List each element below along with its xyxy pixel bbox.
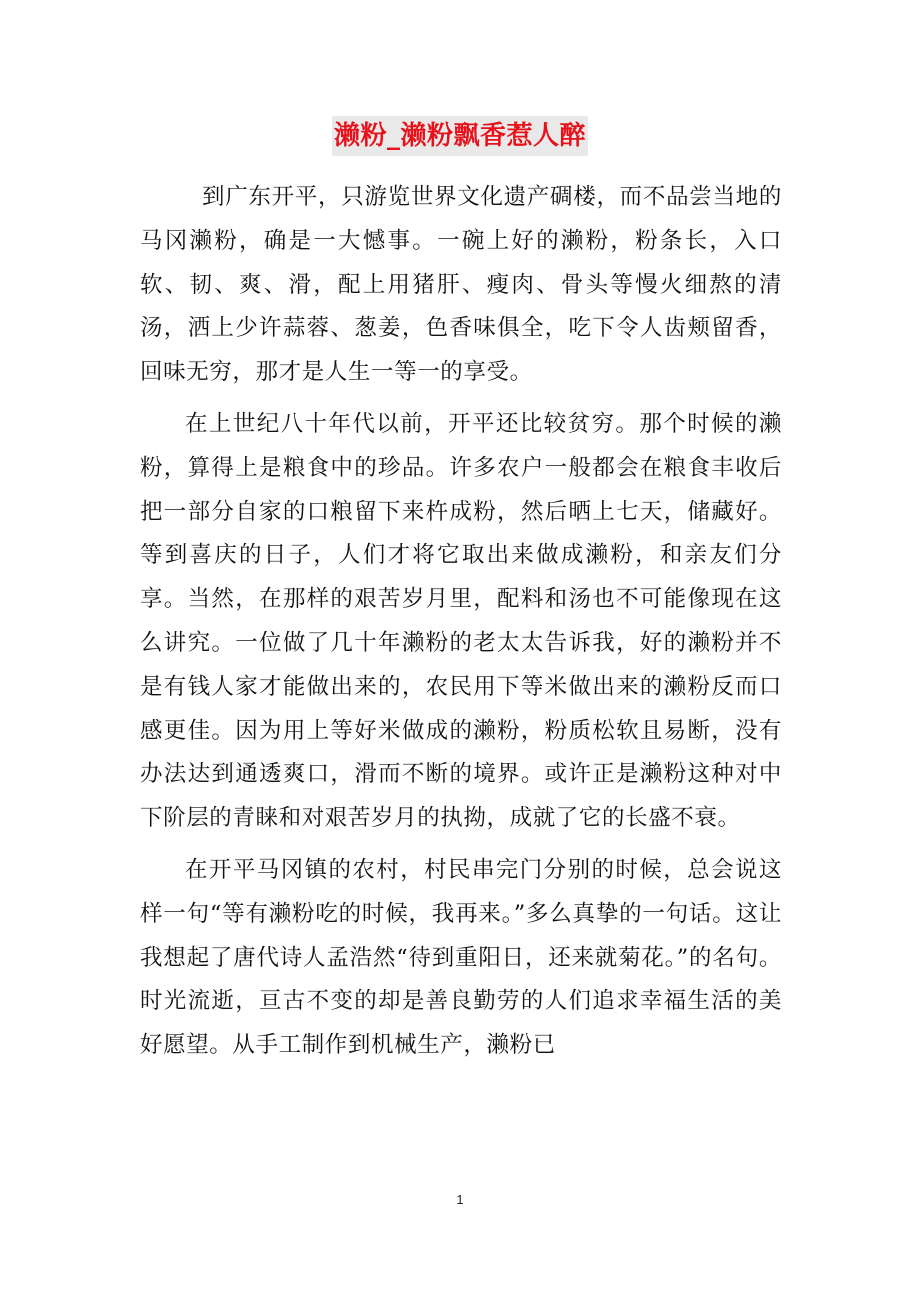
title-container — [0, 116, 920, 156]
page-number: 1 — [456, 1192, 464, 1207]
document-body — [140, 176, 782, 1068]
document-title: 濑粉_濑粉飘香惹人醉 — [332, 116, 588, 156]
paragraph-3: 在开平马冈镇的农村，村民串完门分别的时候，总会说这样一句“等有濑粉吃的时候，我再来。”多么真挚的一句话。这让我想起了唐代诗人孟浩然“待到重阳日，还来就菊花。”的名句。时光流逝，亘古不变的却是善良勤劳的人们追求幸福生活的美好愿望。从手工制作到机械生产，濑粉已 — [140, 856, 782, 1059]
paragraph-2: 在上世纪八十年代以前，开平还比较贫穷。那个时候的濑粉，算得上是粮食中的珍品。许多农户一般都会在粮食丰收后把一部分自家的口粮留下来杵成粉，然后晒上七天，储藏好。等到喜庆的日子，人们才将它取出来做成濑粉，和亲友们分享。当然，在那样的艰苦岁月里，配料和汤也不可能像现在这么讲究。一位做了几十年濑粉的老太太告诉我，好的濑粉并不是有钱人家才能做出来的，农民用下等米做出来的濑粉反而口感更佳。因为用上等好米做成的濑粉，粉质松软且易断，没有办法达到通透爽口，滑而不断的境界。或许正是濑粉这种对中下阶层的青睐和对艰苦岁月的执拗，成就了它的长盛不衰。 — [140, 410, 782, 832]
paragraph-1: 到广东开平，只游览世界文化遗产碉楼，而不品尝当地的马冈濑粉，确是一大憾事。一碗上好的濑粉，粉条长，入口软、韧、爽、滑，配上用猪肝、瘦肉、骨头等慢火细熬的清汤，洒上少许蒜蓉、葱姜，色香味俱全，吃下令人齿颊留香，回味无穷，那才是人生一等一的享受。 — [140, 184, 782, 386]
